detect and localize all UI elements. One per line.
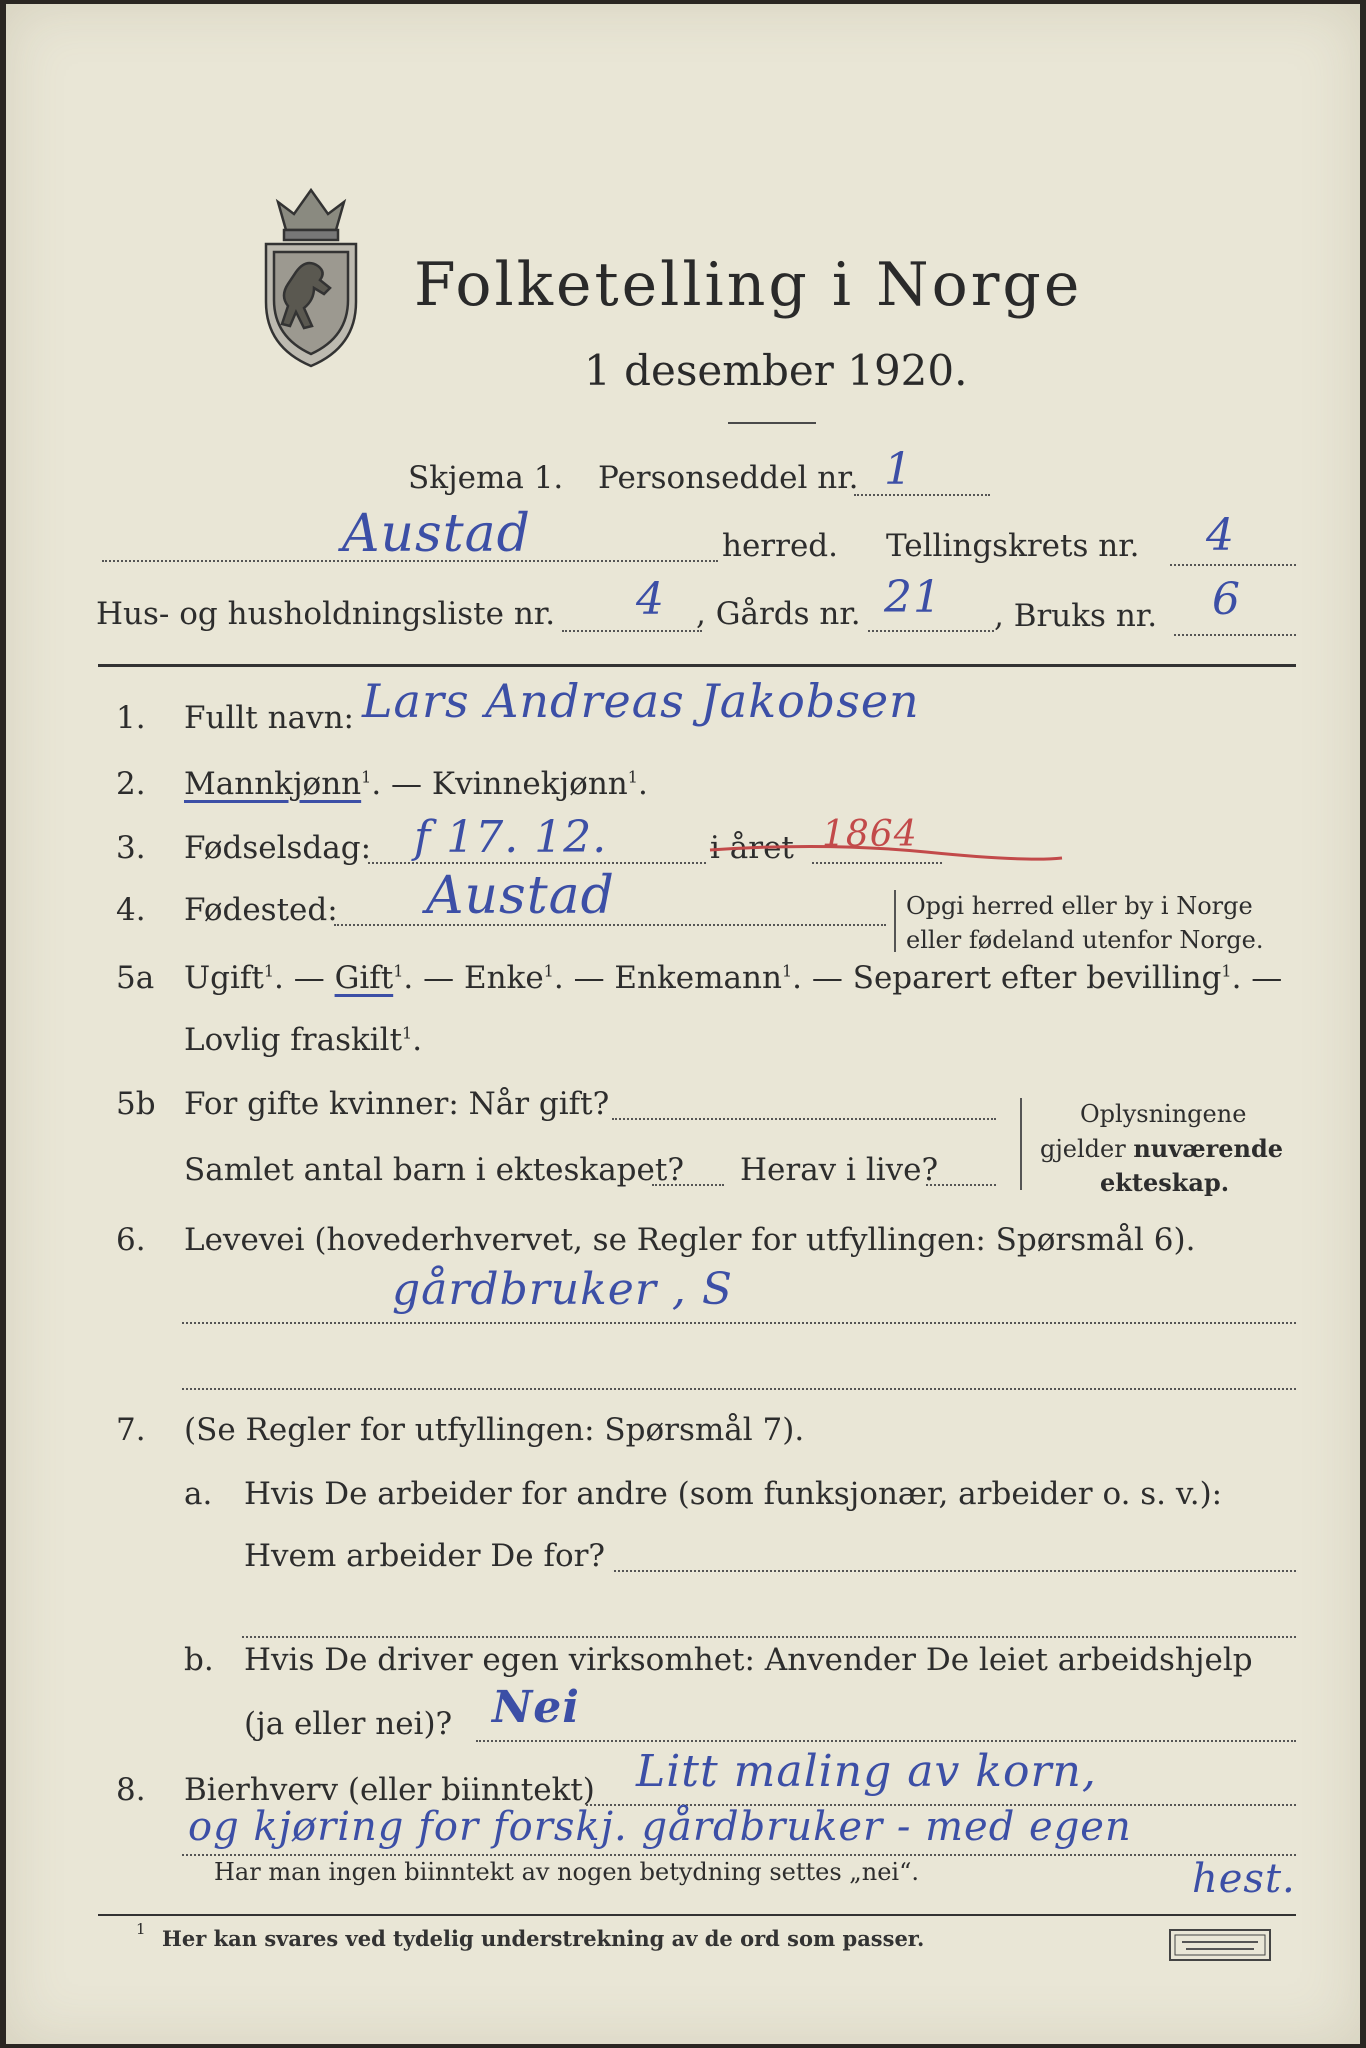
q7b-letter: b.: [184, 1642, 214, 1678]
q2-options: [184, 766, 648, 802]
q5b-children-line: [652, 1184, 724, 1186]
footnote-mark: 1: [393, 961, 404, 981]
q7a-line2: [242, 1636, 1296, 1638]
q8-line2: [182, 1854, 1296, 1856]
q3-value: f 17. 12.: [414, 812, 608, 863]
q6-line1: [182, 1322, 1296, 1324]
q5b-note-brace: [1020, 1098, 1022, 1190]
footnote-mark: 1: [402, 1023, 413, 1043]
footnote-mark: 1: [627, 767, 638, 787]
herred-label: herred.: [722, 528, 838, 564]
q5a-gift: Gift: [334, 960, 394, 996]
tellingskrets-label: Tellingskrets nr.: [886, 528, 1140, 564]
footnote-mark: 1: [781, 961, 793, 981]
q5a-dash: . —: [792, 960, 853, 996]
bruks-line: [1174, 634, 1296, 636]
q7b-ask-label: (ja eller nei)?: [244, 1706, 453, 1742]
q5b-alive-label: Herav i live?: [740, 1152, 939, 1188]
census-form-sheet: [6, 4, 1360, 2044]
q7a-text: Hvis De arbeider for andre (som funksjonær, arbeider o. s. v.):: [244, 1476, 1223, 1512]
q5a-options: [184, 960, 1282, 996]
personseddel-line: [854, 494, 990, 496]
q5a-separert: Separert efter bevilling: [852, 960, 1222, 996]
q5a-fraskilt-line: [184, 1022, 422, 1058]
footnote-text: Her kan svares ved tydelig understrekning av de ord som passer.: [162, 1926, 925, 1951]
personseddel-label: Personseddel nr.: [598, 460, 859, 496]
q6-line2: [182, 1388, 1296, 1390]
husliste-line: [562, 630, 702, 632]
q4-note-line1: Opgi herred eller by i Norge: [906, 892, 1253, 920]
coat-of-arms-icon: [256, 182, 366, 372]
q8-value-line1: Litt maling av korn,: [636, 1746, 1097, 1797]
q7b-value: Nei: [492, 1682, 580, 1733]
q7-label: (Se Regler for utfyllingen: Spørsmål 7).: [184, 1412, 805, 1448]
q8-value-line2: og kjøring for forskj. gårdbruker - med egen: [188, 1804, 1132, 1850]
q6-number: 6.: [116, 1222, 146, 1258]
q5a-dash: . —: [553, 960, 615, 996]
q7-number: 7.: [116, 1412, 146, 1448]
q6-label: Levevei (hovederhvervet, se Regler for utfyllingen: Spørsmål 6).: [184, 1222, 1196, 1258]
footnote-mark: 1: [263, 961, 275, 981]
q1-value: Lars Andreas Jakobsen: [362, 674, 920, 728]
q7a-line1: [614, 1570, 1296, 1572]
q3-label: Fødselsdag:: [184, 830, 372, 866]
q8-number: 8.: [116, 1772, 146, 1808]
q5a-dash: . —: [274, 960, 335, 996]
q3-number: 3.: [116, 830, 146, 866]
footnote-mark: 1: [543, 961, 554, 981]
q5a-enke: Enke: [463, 960, 544, 996]
q7a-who-label: Hvem arbeider De for?: [244, 1538, 606, 1574]
q7b-text: Hvis De driver egen virksomhet: Anvender De leiet arbeidshjelp: [244, 1642, 1253, 1678]
q2-male-option: Mannkjønn: [184, 766, 362, 802]
personseddel-value: 1: [884, 444, 913, 495]
header-rule: [98, 664, 1296, 667]
q4-label: Fødested:: [184, 892, 338, 928]
q8-note: Har man ingen biinntekt av nogen betydning settes „nei“.: [214, 1858, 919, 1886]
q2-female-option: Kvinnekjønn: [431, 766, 628, 802]
herred-value: Austad: [342, 504, 531, 564]
gards-value: 21: [884, 572, 942, 623]
q2-number: 2.: [116, 766, 146, 802]
q1-label: Fullt navn:: [184, 700, 354, 736]
footnote-mark: 1: [361, 767, 372, 787]
q2-end: .: [637, 766, 648, 802]
q4-note-line2: eller fødeland utenfor Norge.: [906, 926, 1264, 954]
bruks-value: 6: [1212, 574, 1241, 625]
q8-label: Bierhverv (eller biinntekt): [184, 1772, 595, 1808]
q5b-children-label: Samlet antal barn i ekteskapet?: [184, 1152, 684, 1188]
printer-stamp-icon: [1168, 1928, 1272, 1962]
q5b-line: [612, 1118, 996, 1120]
q5b-note-line1: Oplysningene: [1080, 1100, 1247, 1128]
footnote-mark: 1: [1221, 961, 1232, 981]
q3-year-value: 1864: [822, 814, 918, 855]
skjema-label: Skjema 1.: [408, 460, 564, 496]
q4-value: Austad: [426, 866, 615, 926]
form-date: 1 desember 1920.: [584, 346, 968, 395]
q4-number: 4.: [116, 892, 146, 928]
q2-separator: . —: [371, 766, 432, 802]
tellingskrets-value: 4: [1206, 510, 1235, 561]
q3-year-label: i året: [710, 830, 794, 866]
title-divider: [728, 422, 816, 424]
q1-number: 1.: [116, 700, 146, 736]
tellingskrets-line: [1170, 564, 1296, 566]
q5a-fraskilt-end: .: [412, 1022, 423, 1058]
q7b-line: [476, 1740, 1296, 1742]
q5b-note-line2: [1040, 1134, 1283, 1163]
form-title: Folketelling i Norge: [414, 250, 1083, 320]
q5a-ugift: Ugift: [184, 960, 264, 996]
q5b-alive-line: [926, 1184, 996, 1186]
q5a-enkemann: Enkemann: [614, 960, 782, 996]
q5b-label: For gifte kvinner: Når gift?: [184, 1086, 610, 1122]
gards-line: [868, 630, 994, 632]
q5b-note-naverende: nuværende: [1133, 1134, 1284, 1163]
q7a-letter: a.: [184, 1476, 213, 1512]
gards-label: , Gårds nr.: [696, 596, 861, 632]
q5a-dash: . —: [403, 960, 464, 996]
q4-note-brace: [894, 890, 896, 952]
q8-value-line3: hest.: [1192, 1856, 1296, 1902]
q5b-number: 5b: [116, 1086, 156, 1122]
red-strike-line: [706, 836, 1066, 866]
q5a-number: 5a: [116, 960, 155, 996]
q5b-note-line3: ekteskap.: [1100, 1168, 1230, 1197]
q5b-note-gjelder: gjelder: [1040, 1135, 1134, 1163]
husliste-value: 4: [636, 574, 665, 625]
husliste-label: Hus- og husholdningsliste nr.: [96, 596, 556, 632]
footnote-number: 1: [136, 1920, 146, 1938]
bruks-label: , Bruks nr.: [994, 598, 1158, 634]
q6-value: gårdbruker , S: [392, 1264, 733, 1315]
q5a-end: . —: [1231, 960, 1283, 996]
q5a-fraskilt: Lovlig fraskilt: [184, 1022, 403, 1058]
footnote-rule: [98, 1914, 1296, 1916]
